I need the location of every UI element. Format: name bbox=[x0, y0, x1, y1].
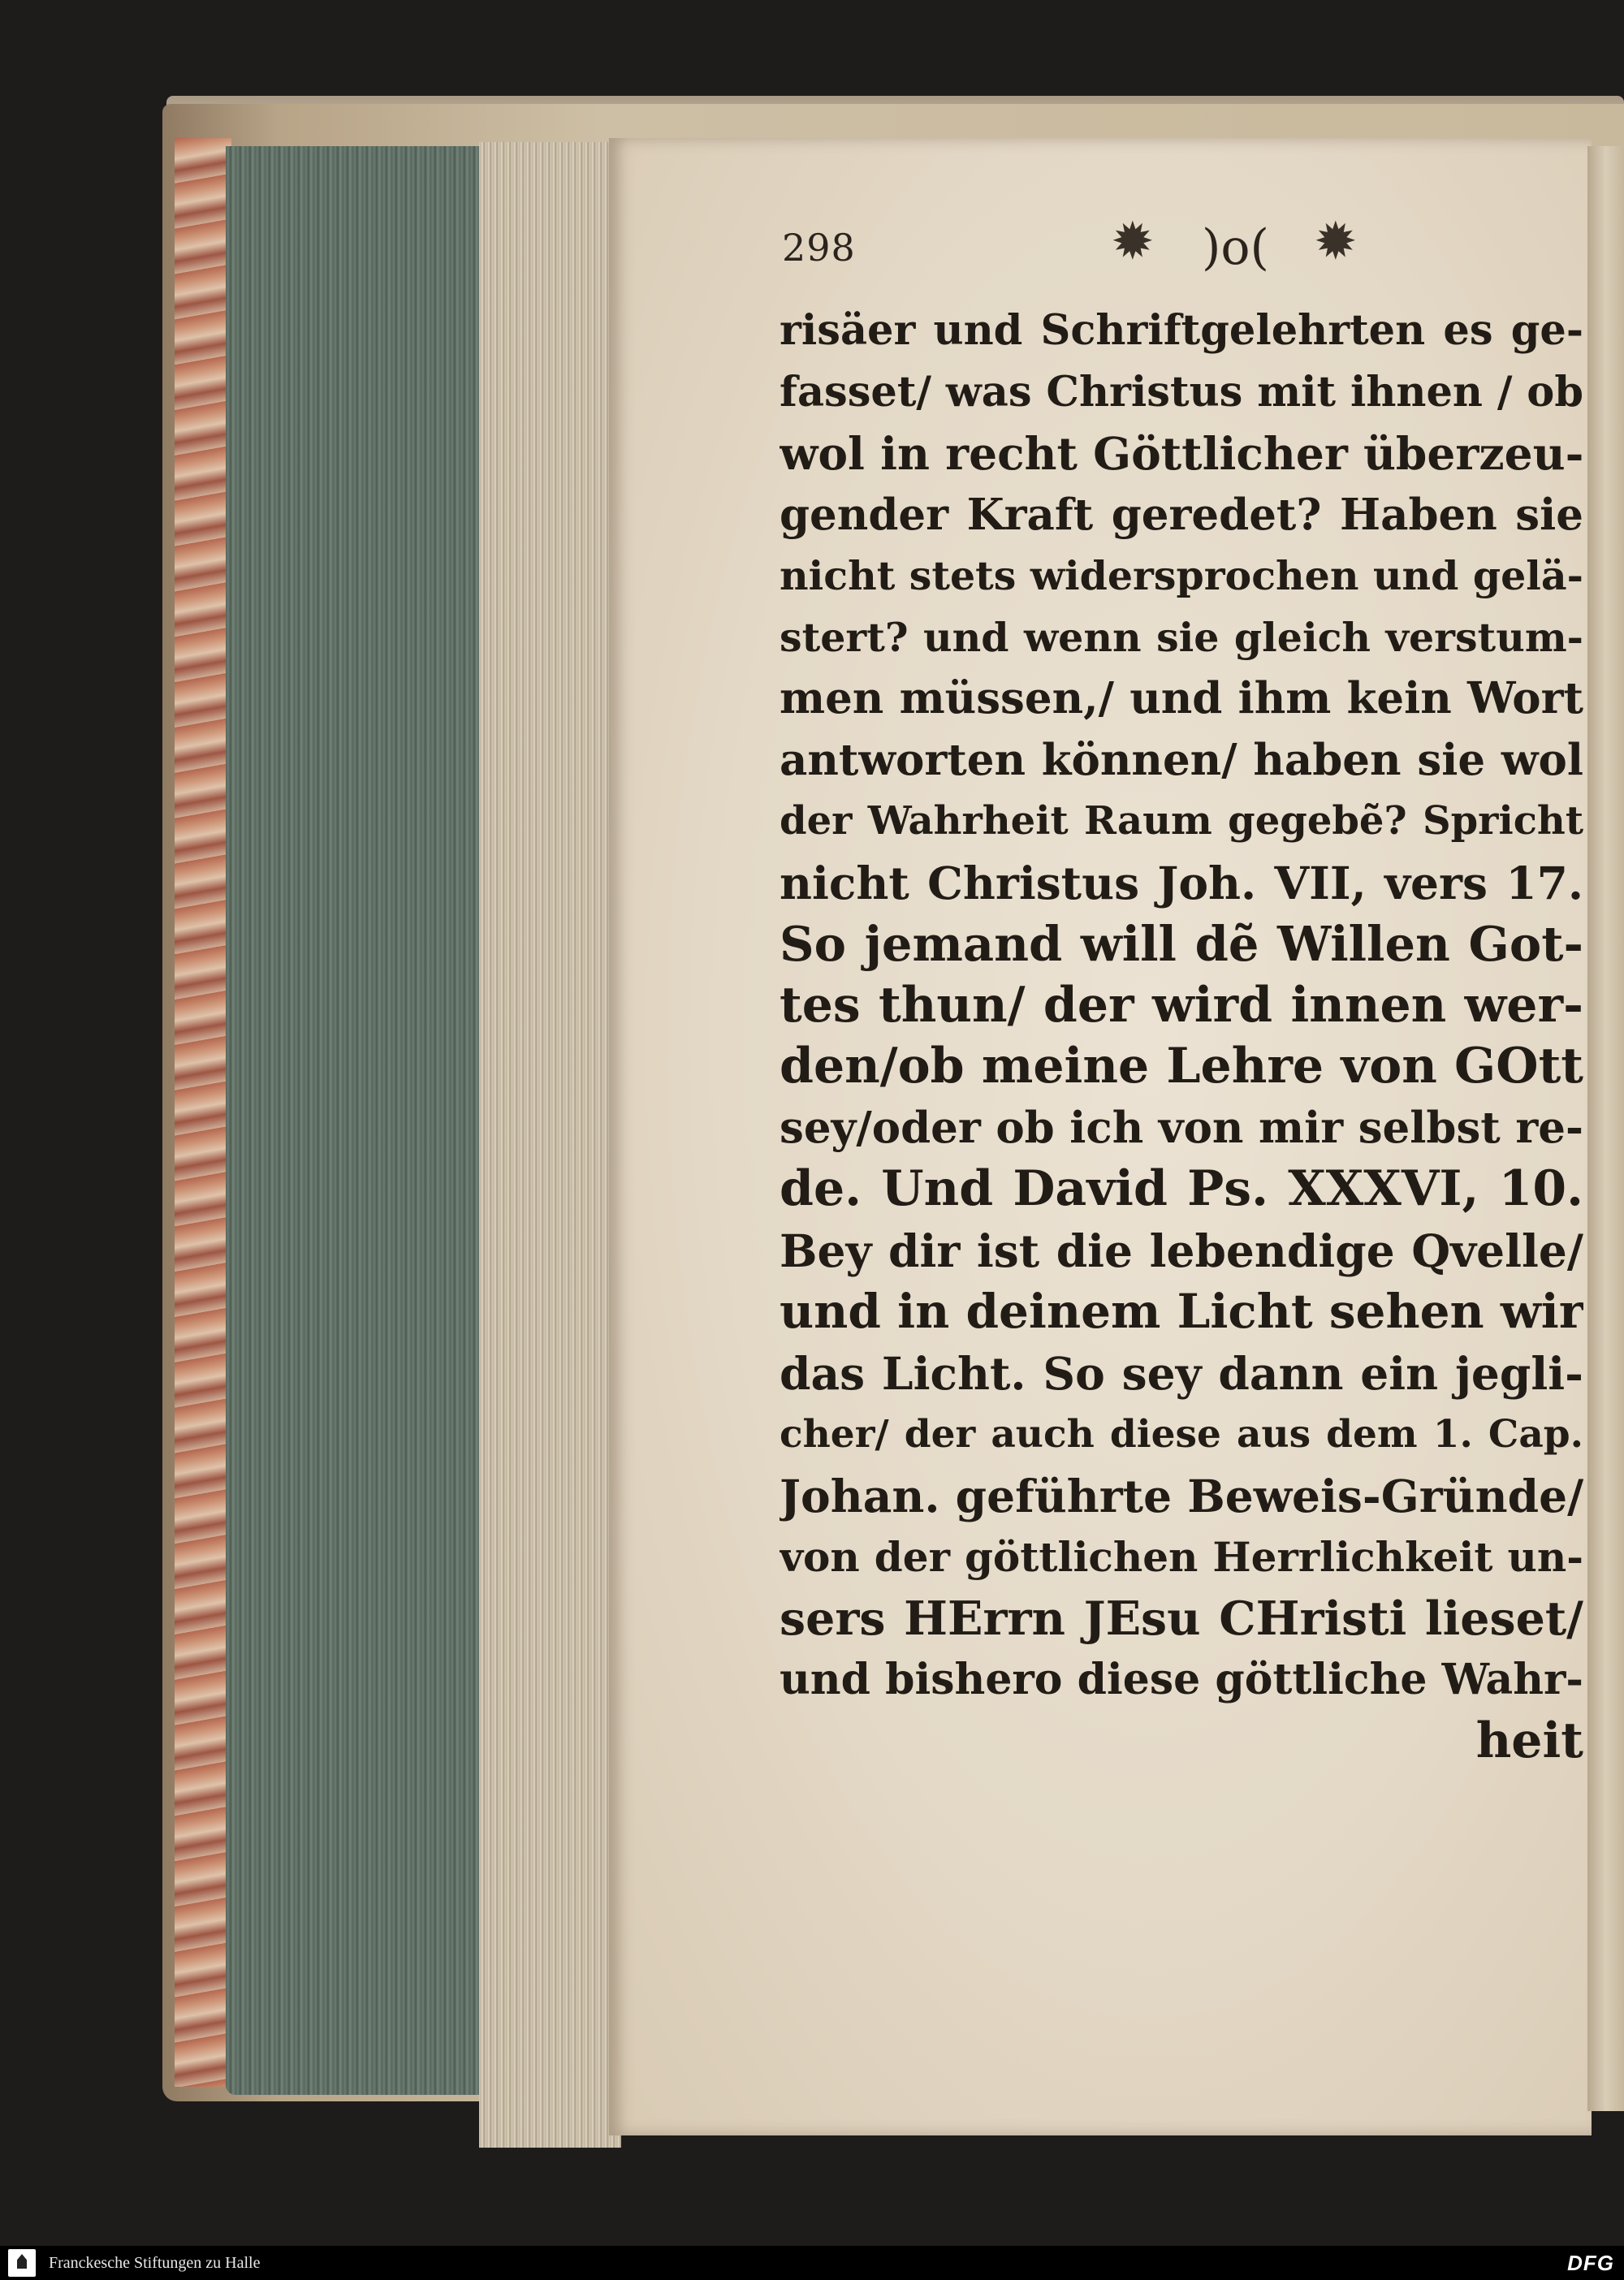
text-line: sey/oder ob ich von mir selbst re- bbox=[780, 1102, 1583, 1153]
page-edges-inner bbox=[479, 142, 621, 2148]
text-line: Johan. geführte Beweis-Gründe/ bbox=[780, 1469, 1583, 1522]
text-line: und bishero diese göttliche Wahr- bbox=[780, 1655, 1583, 1704]
text-line: antworten können/ haben sie wol bbox=[780, 734, 1583, 785]
text-line: den/ob meine Lehre von GOtt bbox=[780, 1038, 1583, 1095]
text-line: sers HErrn JEsu CHristi lieset/ bbox=[780, 1591, 1583, 1646]
text-line: gender Kraft geredet? Haben sie bbox=[780, 489, 1583, 540]
text-line: nicht stets widersprochen und gelä- bbox=[780, 552, 1583, 599]
text-line: de. Und David Ps. XXXVI, 10. bbox=[780, 1160, 1583, 1217]
dfg-logo: DFG bbox=[1567, 2251, 1614, 2275]
ornament-right-icon: ✹ bbox=[1314, 212, 1358, 272]
text-line: fasset/ was Christus mit ihnen / ob bbox=[780, 367, 1583, 417]
marbled-edge bbox=[175, 138, 231, 2087]
text-line: von der göttlichen Herrlichkeit un- bbox=[780, 1533, 1583, 1581]
ornament-center: )o( bbox=[1202, 219, 1269, 276]
footer-bar bbox=[0, 2246, 1624, 2280]
text-line: Bey dir ist die lebendige Qvelle/ bbox=[780, 1224, 1583, 1277]
next-page-edge bbox=[1587, 146, 1624, 2111]
ornament-left-icon: ✹ bbox=[1111, 212, 1155, 272]
text-line: das Licht. So sey dann ein jegli- bbox=[780, 1346, 1583, 1400]
footer-institution: Franckesche Stiftungen zu Halle bbox=[49, 2254, 261, 2272]
text-line: men müssen,/ und ihm kein Wort bbox=[780, 673, 1583, 723]
page-body-text bbox=[780, 300, 1583, 1772]
text-line: stert? und wenn sie gleich verstum- bbox=[780, 613, 1583, 661]
text-line: So jemand will dẽ Willen Got- bbox=[780, 916, 1583, 972]
catchword: heit bbox=[1475, 1712, 1583, 1769]
text-line: tes thun/ der wird innen wer- bbox=[780, 976, 1583, 1034]
text-line: der Wahrheit Raum gegebẽ? Spricht bbox=[780, 798, 1583, 844]
institution-logo-icon bbox=[8, 2249, 36, 2277]
text-line: wol in recht Göttlicher überzeu- bbox=[780, 427, 1583, 480]
page-number: 298 bbox=[782, 226, 856, 270]
text-line: und in deinem Licht sehen wir bbox=[780, 1284, 1583, 1339]
text-line: risäer und Schriftgelehrten es ge- bbox=[780, 306, 1583, 355]
text-line: nicht Christus Joh. VII, vers 17. bbox=[780, 856, 1583, 909]
text-line: cher/ der auch diese aus dem 1. Cap. bbox=[780, 1412, 1583, 1457]
